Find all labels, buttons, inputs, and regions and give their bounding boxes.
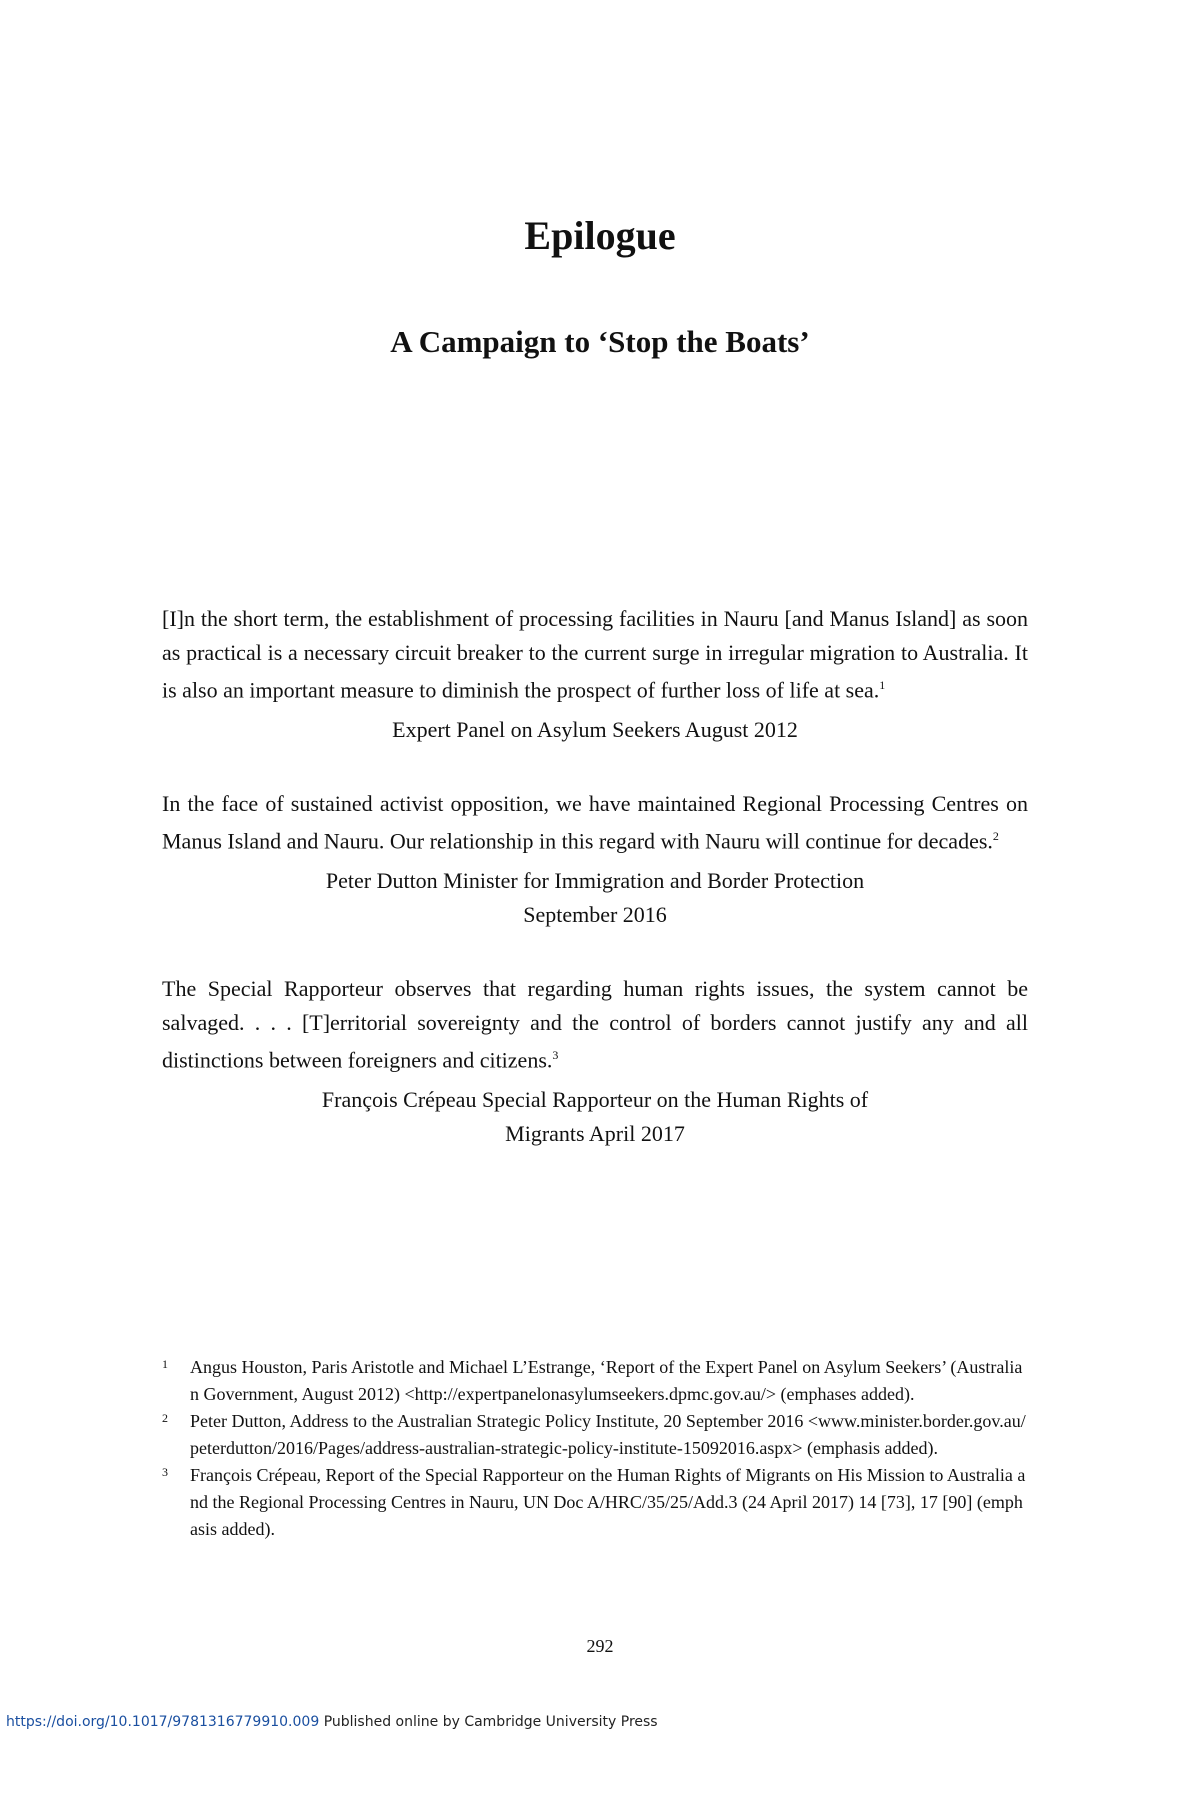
footnote-marker[interactable]: 1 [879, 678, 886, 692]
epigraph-text: In the face of sustained activist opposition, we have maintained Regional Processing Centres on Manus Island and Nauru. Our relationship in this regard with Nauru will continue for decades. [162, 790, 1028, 854]
footnote-text: Peter Dutton, Address to the Australian Strategic Policy Institute, 20 September 2016 <www.minister.border.gov.au/peterdutton/2016/Pages/address-australian-strategic-policy-institute-15092016.aspx> (emphasis added). [190, 1411, 1026, 1458]
footnote-marker[interactable]: 2 [992, 829, 999, 844]
footnote-3 [162, 1462, 1028, 1543]
footnote-number: 1 [162, 1357, 168, 1371]
footnote-text: Angus Houston, Paris Aristotle and Michael L’Estrange, ‘Report of the Expert Panel on Asylum Seekers’ (Australian Government, August 2012) <http://expertpanelonasylumseekers.dpmc.gov.au/> (emphases added). [190, 1357, 1023, 1404]
epigraph-source: Peter Dutton Minister for Immigration and Border Protection September 2016 [325, 868, 865, 928]
publisher-text: Published online by Cambridge University Press [323, 1714, 658, 1730]
footnote-2 [162, 1408, 1028, 1462]
footnote-1 [162, 1354, 1028, 1408]
footnote-number: 2 [162, 1411, 168, 1425]
epigraphs [162, 602, 1028, 1191]
epigraph-source: Expert Panel on Asylum Seekers August 2012 [392, 716, 798, 742]
epigraph-2 [162, 787, 1028, 932]
chapter-subtitle: A Campaign to ‘Stop the Boats’ [390, 324, 810, 359]
epigraph-source: François Crépeau Special Rapporteur on the Human Rights of Migrants April 2017 [321, 1086, 869, 1146]
epigraph-text: The Special Rapporteur observes that regarding human rights issues, the system cannot be salvaged. . . . [T]erritorial sovereignty and the control of borders cannot justify any and all distinctions between foreigners and citizens. [162, 976, 1028, 1073]
epigraph-1 [162, 602, 1028, 747]
footnote-marker[interactable]: 3 [552, 1048, 559, 1063]
doi-link[interactable]: https://doi.org/10.1017/9781316779910.009 [6, 1714, 320, 1730]
publication-footer [6, 1714, 658, 1730]
epigraph-text: [I]n the short term, the establishment of processing facilities in Nauru [and Manus Island] as soon as practical is a necessary circuit breaker to the current surge in irregular migration to Australia. It is also an important measure to diminish the prospect of further loss of life at sea. [162, 606, 1028, 703]
footnote-text: François Crépeau, Report of the Special Rapporteur on the Human Rights of Migrants on His Mission to Australia and the Regional Processing Centres in Nauru, UN Doc A/HRC/35/25/Add.3 (24 April 2017) 14 [73], 17 [90] (emphasis added). [190, 1465, 1026, 1539]
epigraph-3 [162, 972, 1028, 1151]
page-number: 292 [586, 1636, 614, 1656]
footnotes [162, 1354, 1028, 1543]
chapter-title: Epilogue [524, 213, 676, 258]
footnote-number: 3 [162, 1465, 168, 1479]
